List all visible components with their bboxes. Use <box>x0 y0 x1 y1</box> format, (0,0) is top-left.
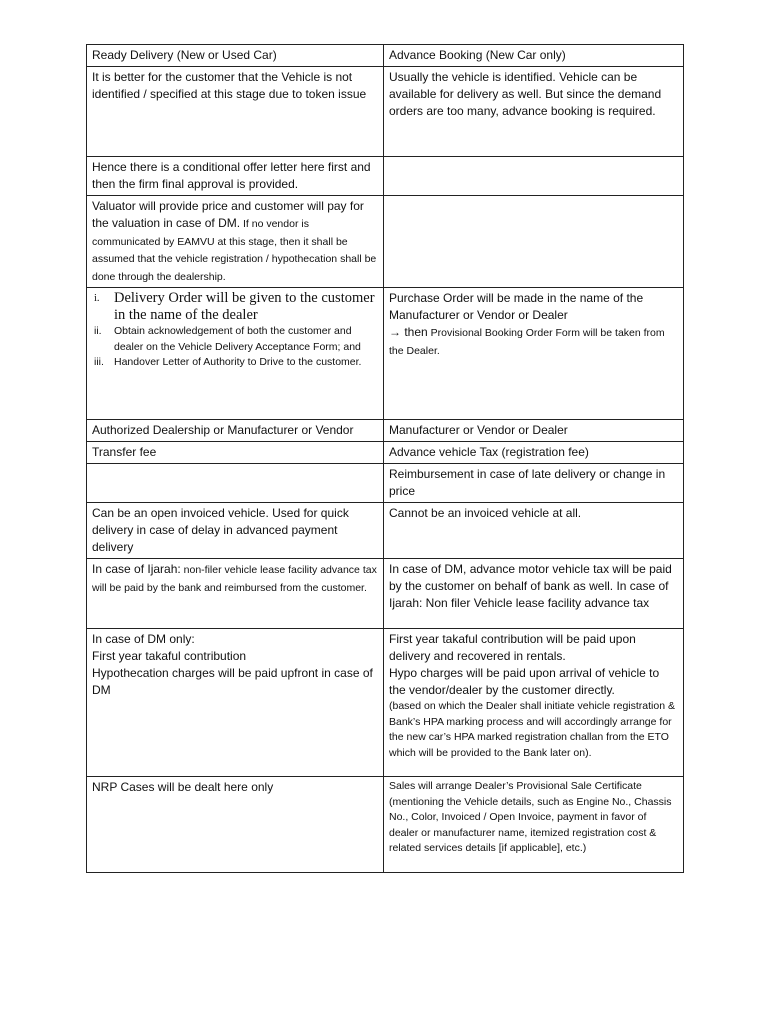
cell-left: Can be an open invoiced vehicle. Used for quick delivery in case of delay in advanced payment delivery <box>87 503 384 559</box>
table-row <box>87 503 684 559</box>
cell-left <box>87 288 384 420</box>
header-advance-booking: Advance Booking (New Car only) <box>384 45 684 67</box>
list-item <box>92 290 378 324</box>
cell-right: Advance vehicle Tax (registration fee) <box>384 442 684 464</box>
header-ready-delivery: Ready Delivery (New or Used Car) <box>87 45 384 67</box>
cell-right: Manufacturer or Vendor or Dealer <box>384 420 684 442</box>
table-row <box>87 196 684 288</box>
table-row <box>87 777 684 873</box>
cell-left <box>87 629 384 777</box>
cell-left: Authorized Dealership or Manufacturer or Vendor <box>87 420 384 442</box>
delivery-steps-list <box>92 290 378 371</box>
cell-left: Hence there is a conditional offer letter here first and then the firm final approval is provided. <box>87 157 384 196</box>
table-row <box>87 629 684 777</box>
table-header-row <box>87 45 684 67</box>
table-row <box>87 157 684 196</box>
table-row <box>87 420 684 442</box>
ijarah-label: In case of Ijarah: <box>92 562 181 576</box>
list-number: iii. <box>94 356 104 368</box>
cell-right: Sales will arrange Dealer’s Provisional Sale Certificate (mentioning the Vehicle details, such as Engine No., Chassis No., Color, Invoiced / Open Invoice, payment in favor of dealer or manufacturer name, itemized registration cost & related services details [if applicable], etc.) <box>384 777 684 873</box>
cell-right <box>384 157 684 196</box>
cell-left: NRP Cases will be dealt here only <box>87 777 384 873</box>
hypothecation-label: Hypothecation charges will be paid upfront in case of DM <box>92 666 373 697</box>
valuator-note: If no vendor is communicated by EAMVU at this stage, then it shall be assumed that the vehicle registration / hypothecation shall be done through the dealership. <box>92 218 377 283</box>
cell-right <box>384 196 684 288</box>
list-item <box>92 324 378 355</box>
table-row <box>87 442 684 464</box>
cell-right: Reimbursement in case of late delivery or change in price <box>384 464 684 503</box>
list-item <box>92 355 378 371</box>
cell-right: Usually the vehicle is identified. Vehicle can be available for delivery as well. But since the demand orders are too many, advance booking is required. <box>384 67 684 157</box>
cell-left <box>87 196 384 288</box>
valuator-text: Valuator will provide price and customer will pay for the valuation in case of DM. <box>92 199 364 230</box>
list-item-text: Handover Letter of Authority to Drive to the customer. <box>114 356 362 368</box>
cell-right <box>384 288 684 420</box>
cell-left: Transfer fee <box>87 442 384 464</box>
ijarah-note: non-filer vehicle lease facility advance tax will be paid by the bank and reimbursed from the customer. <box>92 564 377 594</box>
table-row <box>87 464 684 503</box>
list-item-text: Obtain acknowledgement of both the customer and dealer on the Vehicle Delivery Acceptance Form; and <box>114 325 361 353</box>
table-row <box>87 67 684 157</box>
list-number: ii. <box>94 325 102 337</box>
comparison-table <box>86 44 684 873</box>
takaful-hypo-text: First year takaful contribution will be paid upon delivery and recovered in rentals. Hypo charges will be paid upon arrival of vehicle to the vendor/dealer by the customer directly. <box>389 632 660 697</box>
takaful-label: First year takaful contribution <box>92 649 247 663</box>
cell-left: It is better for the customer that the Vehicle is not identified / specified at this stage due to token issue <box>87 67 384 157</box>
cell-right <box>384 629 684 777</box>
list-item-text: Delivery Order will be given to the customer in the name of the dealer <box>114 290 375 323</box>
list-number: i. <box>94 293 100 304</box>
table-row <box>87 559 684 629</box>
cell-left <box>87 559 384 629</box>
purchase-order-text: Purchase Order will be made in the name of the Manufacturer or Vendor or Dealer <box>389 291 644 322</box>
cell-right: In case of DM, advance motor vehicle tax will be paid by the customer on behalf of bank as well. In case of Ijarah: Non filer Vehicle lease facility advance tax <box>384 559 684 629</box>
cell-left <box>87 464 384 503</box>
table-row <box>87 288 684 420</box>
cell-right: Cannot be an invoiced vehicle at all. <box>384 503 684 559</box>
arrow-then: → then <box>389 325 428 339</box>
registration-note: (based on which the Dealer shall initiate vehicle registration & Bank’s HPA marking process and will accordingly arrange for the new car’s HPA marked registration challan from the ETO which will be provided to the Bank later on). <box>389 700 675 759</box>
dm-only-label: In case of DM only: <box>92 632 195 646</box>
booking-form-note: Provisional Booking Order Form will be taken from the Dealer. <box>389 327 665 357</box>
